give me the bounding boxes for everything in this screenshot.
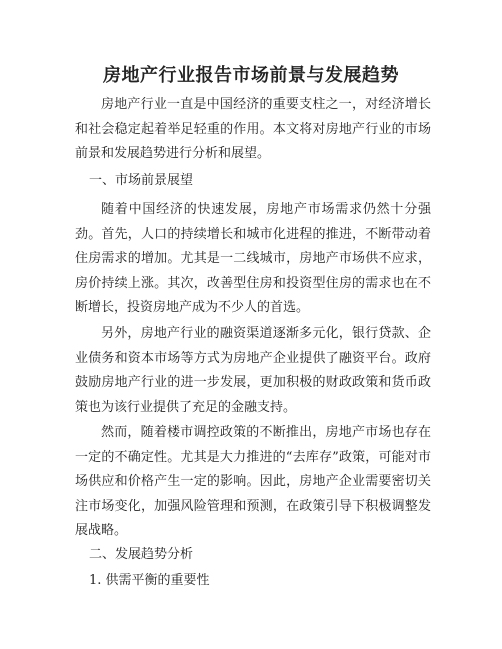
market-outlook-paragraph-3: 然而，随着楼市调控政策的不断推出，房地产市场也存在一定的不确定性。尤其是大力推进的“去库存”政策，可能对市场供应和价格产生一定的影响。因此，房地产企业需要密切关注市场变化，加强风险管理和预测，在政策引导下积极调整发展战略。	[75, 425, 431, 538]
section-heading-market-outlook: 一、市场前景展望	[89, 173, 194, 188]
market-outlook-paragraph-1: 随着中国经济的快速发展，房地产市场需求仍然十分强劲。首先，人口的持续增长和城市化进程的推进，不断带动着住房需求的增加。尤其是一二线城市，房地产市场供不应求，房价持续上涨。其次，改善型住房和投资型住房的需求也在不断增长，投资房地产成为不少人的首选。	[75, 202, 431, 315]
document-title: 房地产行业报告市场前景与发展趋势	[103, 65, 399, 86]
subsection-heading-supply-demand: 1. 供需平衡的重要性	[89, 573, 210, 588]
section-heading-trend-analysis: 二、发展趋势分析	[89, 547, 194, 562]
market-outlook-paragraph-2: 另外，房地产行业的融资渠道逐渐多元化，银行贷款、企业债务和资本市场等方式为房地产企业提供了融资平台。政府鼓励房地产行业的进一步发展，更加积极的财政政策和货币政策也为该行业提供了充足的金融支持。	[75, 326, 431, 415]
intro-paragraph: 房地产行业一直是中国经济的重要支柱之一，对经济增长和社会稳定起着举足轻重的作用。本文将对房地产行业的市场前景和发展趋势进行分析和展望。	[75, 97, 431, 161]
